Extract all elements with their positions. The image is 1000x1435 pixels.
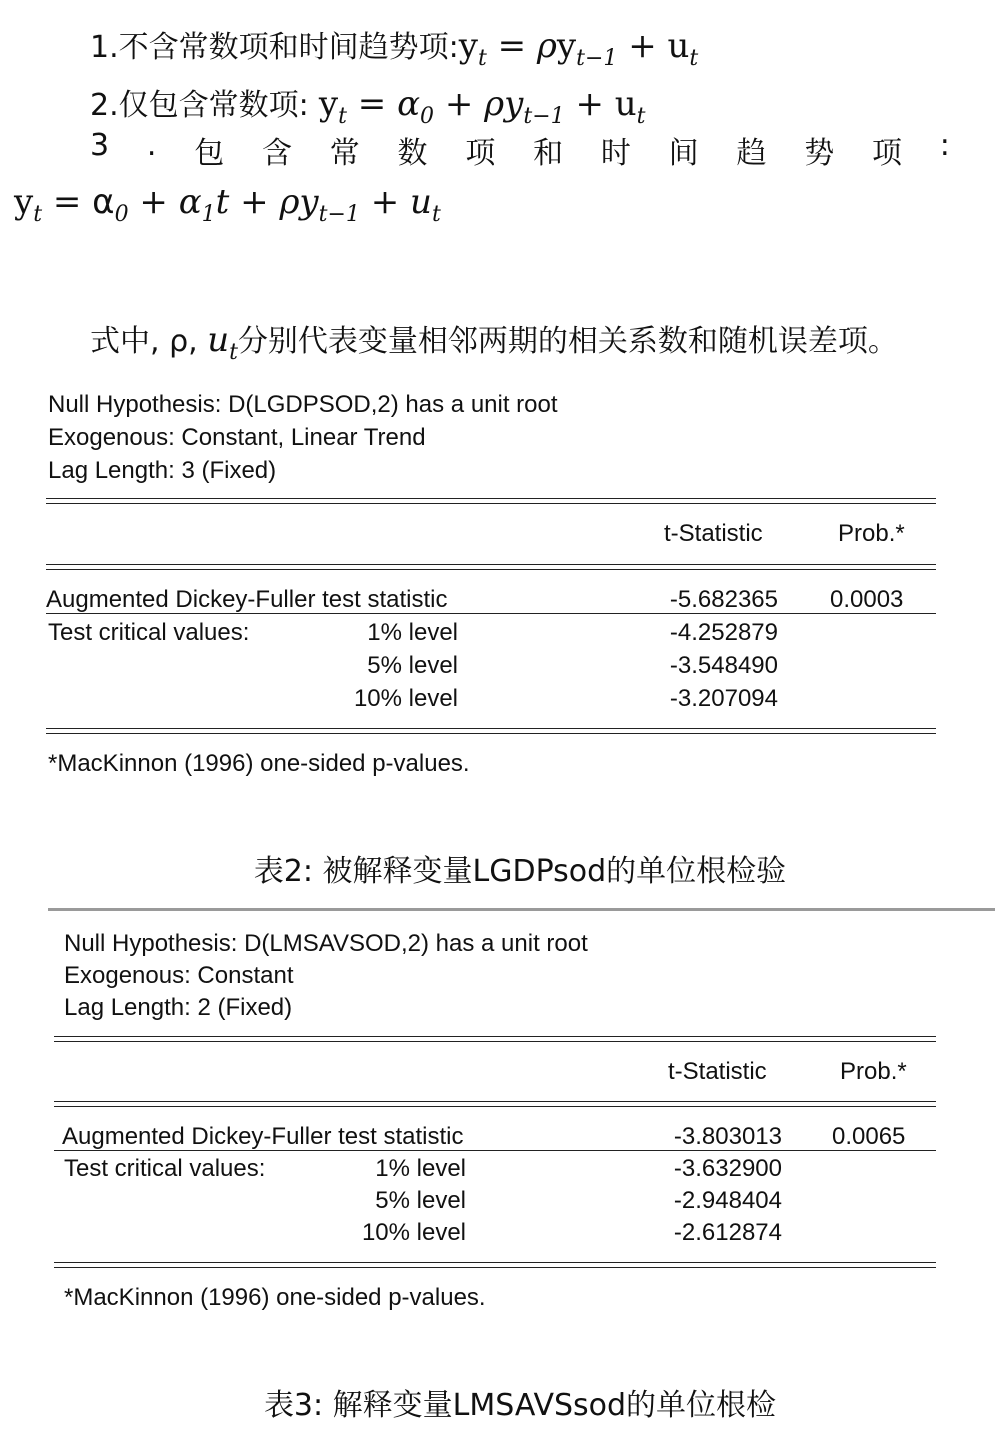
equation-2-label: 2.仅包含常数项: (90, 88, 309, 123)
equation-3-label-char: 数 (397, 136, 428, 171)
equation-3-label-char: 和 (533, 136, 564, 171)
equation-3-label-char: 项 (465, 136, 496, 171)
equation-3-label-char: 项 (872, 136, 903, 171)
table2-adf-rule (54, 1150, 936, 1151)
equation-3-label-char: 常 (329, 136, 360, 171)
table2-value-10: -2.612874 (673, 1219, 782, 1246)
description-prefix: 式中, ρ, (90, 324, 208, 359)
table2-level-1: 1% level (375, 1155, 466, 1182)
table2-top-rule (54, 1036, 936, 1042)
table2-null-hypothesis: Null Hypothesis: D(LMSAVSOD,2) has a unit root (64, 930, 588, 957)
equation-3-label-char: 趋 (736, 136, 767, 171)
table1-value-1: -4.252879 (669, 619, 778, 646)
table1-adf-prob: 0.0003 (830, 586, 904, 613)
equation-1-formula: $y_t = \rho y_{t-1} + u_t$ (458, 26, 699, 71)
table1-exogenous: Exogenous: Constant, Linear Trend (48, 424, 426, 451)
table1-lag-length: Lag Length: 3 (Fixed) (48, 457, 277, 484)
equation-3-label-char: 势 (804, 136, 835, 171)
table2-adf-prob: 0.0065 (832, 1123, 906, 1150)
equation-3-label-char: . (146, 128, 157, 163)
table1-top-rule (46, 498, 936, 504)
ut-symbol: $u_t$ (207, 320, 238, 365)
table1-bottom-rule (46, 728, 936, 734)
equation-1 (90, 22, 1000, 71)
table2-footnote: *MacKinnon (1996) one-sided p-values. (64, 1284, 486, 1311)
table1-header (48, 388, 558, 487)
table2-lag-length: Lag Length: 2 (Fixed) (64, 994, 293, 1021)
equation-3-label-char: 3 (90, 128, 110, 163)
table2-value-5: -2.948404 (673, 1187, 782, 1214)
table1-footnote: *MacKinnon (1996) one-sided p-values. (48, 750, 470, 777)
equation-3-formula: $y_t = \alpha_0 + \alpha_1t + \rho y_{t-1} + u_t$ (14, 182, 441, 227)
table2-level-10: 10% level (361, 1219, 466, 1246)
table1-value-5: -3.548490 (669, 652, 778, 679)
table1-level-1: 1% level (367, 619, 458, 646)
equation-2-formula: $y_t = \alpha_0 + \rho y_{t-1} + u_t$ (318, 84, 646, 129)
table1-adf-tstat: -5.682365 (669, 586, 778, 613)
table1-value-10: -3.207094 (669, 685, 778, 712)
section-divider (48, 908, 995, 911)
table1-col-prob: Prob.* (838, 520, 905, 547)
table2-header-rule (54, 1101, 936, 1107)
table1-col-tstat: t-Statistic (664, 520, 763, 547)
table1-null-hypothesis: Null Hypothesis: D(LGDPSOD,2) has a unit root (48, 391, 558, 418)
table2-critical-label: Test critical values: (64, 1155, 266, 1182)
table1-header-rule (46, 564, 936, 570)
equation-description (90, 316, 898, 365)
equation-3-label-char: 含 (261, 136, 292, 171)
table2-value-1: -3.632900 (673, 1155, 782, 1182)
table1-critical-label: Test critical values: (48, 619, 250, 646)
table1-adf-rule (46, 613, 936, 614)
equation-2 (90, 80, 1000, 129)
equation-3-label-char: 间 (668, 136, 699, 171)
table2-adf-tstat: -3.803013 (673, 1123, 782, 1150)
description-rest: 分别代表变量相邻两期的相关系数和随机误差项。 (237, 324, 898, 359)
table1-level-10: 10% level (353, 685, 458, 712)
table1-level-5: 5% level (367, 652, 458, 679)
table2-level-5: 5% level (375, 1187, 466, 1214)
table2-caption: 表3: 解释变量LMSAVSsod的单位根检 (263, 1388, 777, 1423)
equation-3-label (90, 128, 950, 172)
equation-3-label-char: : (939, 128, 950, 163)
table1-caption: 表2: 被解释变量LGDPsod的单位根检验 (253, 854, 787, 889)
table2-adf-label: Augmented Dickey-Fuller test statistic (62, 1123, 464, 1150)
table2-exogenous: Exogenous: Constant (64, 962, 294, 989)
equation-1-label: 1.不含常数项和时间趋势项: (90, 30, 459, 65)
table2-col-prob: Prob.* (840, 1058, 907, 1085)
equation-3-label-char: 包 (194, 136, 225, 171)
table2-col-tstat: t-Statistic (668, 1058, 767, 1085)
table1-adf-label: Augmented Dickey-Fuller test statistic (46, 586, 448, 613)
equation-3-label-char: 时 (600, 136, 631, 171)
table2-bottom-rule (54, 1262, 936, 1268)
table2-header (64, 928, 588, 1024)
